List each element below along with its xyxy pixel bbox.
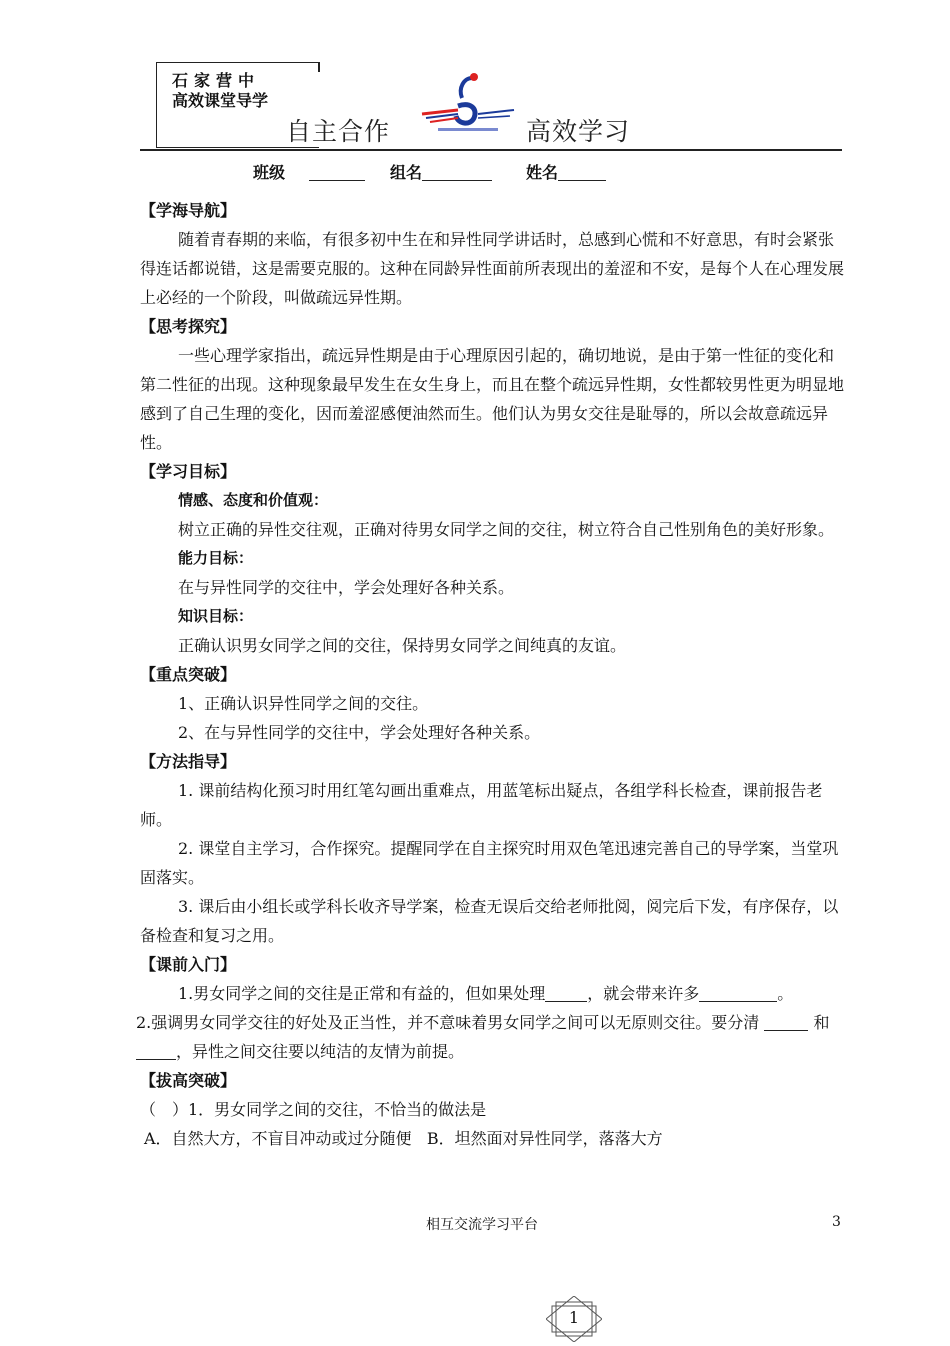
- section-title: 【拔高突破】: [140, 1071, 237, 1090]
- fill-question: 2.强调男女同学交往的好处及正当性，并不意味着男女同学之间可以无原则交往。要分清 和，异性之间交往要以纯洁的友情为前提。: [136, 1013, 830, 1061]
- section-title: 【重点突破】: [140, 665, 237, 684]
- choice-options: A．自然大方，不盲目冲动或过分随便 B．坦然面对异性同学，落落大方: [144, 1129, 663, 1148]
- section-title: 【学海导航】: [140, 201, 237, 220]
- header-rule: [140, 149, 842, 151]
- class-blank[interactable]: [309, 164, 365, 181]
- list-item: 3. 课后由小组长或学科长收齐导学案，检查无误后交给老师批阅，阅完后下发，有序保存，以备检查和复习之用。: [140, 897, 839, 945]
- list-item: 2、在与异性同学的交往中，学会处理好各种关系。: [178, 723, 541, 742]
- paragraph: 正确认识男女同学之间的交往，保持男女同学之间纯真的友谊。: [178, 636, 627, 655]
- footer-platform: 相互交流学习平台: [426, 1217, 538, 1233]
- list-item: 2. 课堂自主学习，合作探究。提醒同学在自主探究时用双色笔迅速完善自己的导学案，当堂巩固落实。: [140, 839, 839, 887]
- paragraph: 随着青春期的来临，有很多初中生在和异性同学讲话时，总感到心慌和不好意思，有时会紧张得连话都说错，这是需要克服的。这种在同龄异性面前所表现出的羞涩和不安，是每个人在心理发展上必经的一个阶段，叫做疏远异性期。: [140, 230, 845, 307]
- answer-blank[interactable]: [136, 1044, 176, 1060]
- group-field: 组名: [390, 160, 492, 183]
- section-title: 【思考探究】: [140, 317, 237, 336]
- section-title: 【课前入门】: [140, 955, 237, 974]
- fill-question: 1.男女同学之间的交往是正常和有益的，但如果处理 ，就会带来许多 。: [178, 984, 794, 1003]
- school-logo-icon: [418, 68, 518, 138]
- document-body: [136, 196, 845, 1153]
- answer-blank[interactable]: [545, 986, 587, 1002]
- class-field: 班级: [253, 160, 365, 183]
- answer-blank[interactable]: [764, 1015, 808, 1031]
- paragraph: 树立正确的异性交往观，正确对待男女同学之间的交往，树立符合自己性别角色的美好形象。: [178, 520, 835, 539]
- paragraph: 在与异性同学的交往中，学会处理好各种关系。: [178, 578, 515, 597]
- answer-blank[interactable]: [699, 986, 777, 1002]
- subheading: 能力目标：: [178, 549, 254, 567]
- subheading: 情感、态度和价值观：: [178, 491, 329, 509]
- guide-title: 高效课堂导学: [172, 91, 269, 110]
- slogan-left: 自主合作: [286, 117, 391, 146]
- list-item: 1、正确认识异性同学之间的交往。: [178, 694, 429, 713]
- page-number-badge: 1: [546, 1296, 602, 1342]
- slogan-right: 高效学习: [526, 117, 631, 146]
- name-blank[interactable]: [558, 164, 606, 181]
- school-name: 石家营中: [172, 71, 261, 90]
- paragraph: 一些心理学家指出，疏远异性期是由于心理原因引起的，确切地说，是由于第一性征的变化和第二性征的出现。这种现象最早发生在女生身上，而且在整个疏远异性期，女性都较男性更为明显地感到了自己生理的变化，因而羞涩感便油然而生。他们认为男女交往是耻辱的，所以会故意疏远异性。: [140, 346, 845, 452]
- header-frame-edge: [318, 62, 320, 72]
- footer-page-number: 3: [832, 1214, 841, 1230]
- name-field: 姓名: [526, 160, 606, 183]
- group-blank[interactable]: [422, 164, 492, 181]
- subheading: 知识目标：: [178, 607, 254, 625]
- list-item: 1. 课前结构化预习时用红笔勾画出重难点，用蓝笔标出疑点，各组学科长检查，课前报告老师。: [140, 781, 823, 829]
- section-title: 【方法指导】: [140, 752, 237, 771]
- choice-question: （ ）1．男女同学之间的交往，不恰当的做法是: [140, 1100, 487, 1119]
- section-title: 【学习目标】: [140, 462, 237, 481]
